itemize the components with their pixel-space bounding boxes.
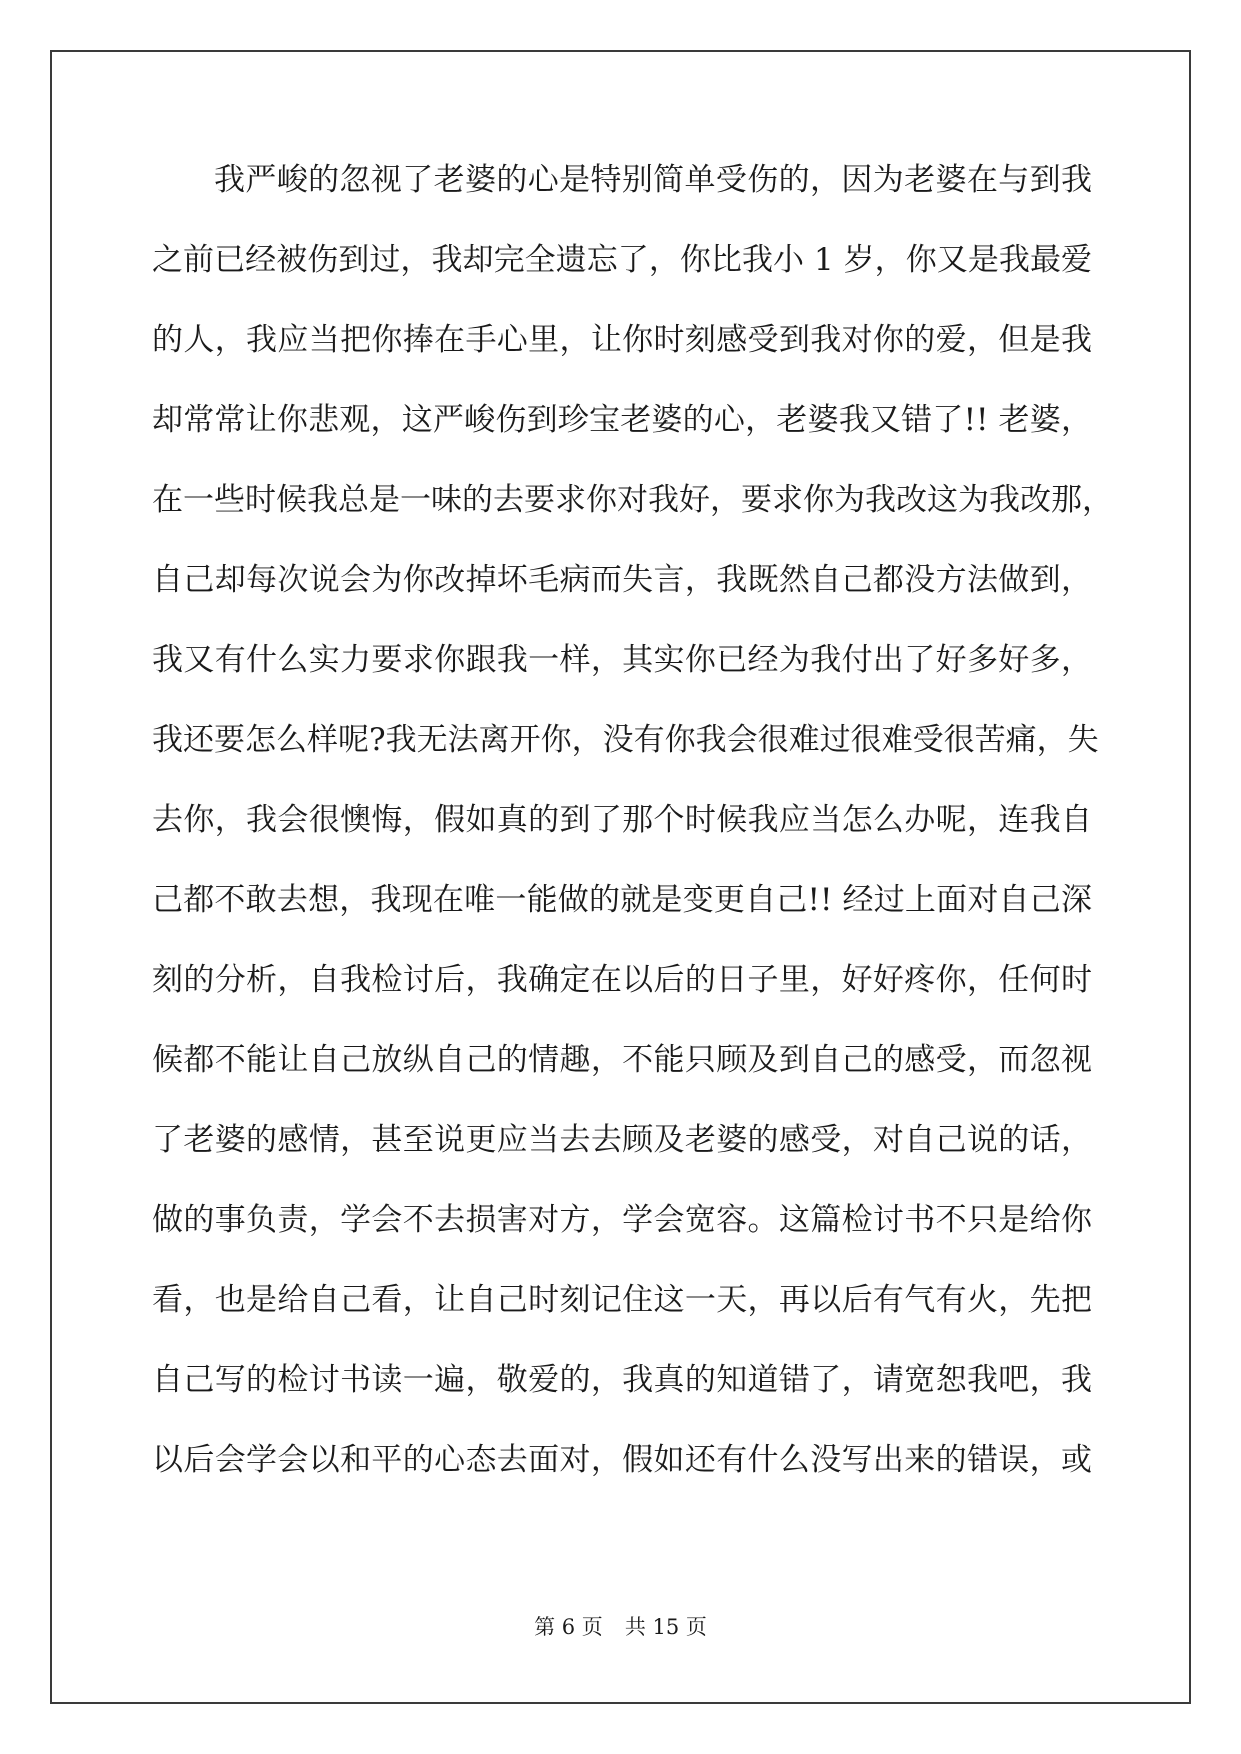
- page-number: 第 6 页: [534, 1615, 603, 1639]
- text-line: 的人，我应当把你捧在手心里，让你时刻感受到我对你的爱，但是我: [152, 322, 1092, 358]
- page-total: 共 15 页: [624, 1615, 707, 1639]
- text-line: 了老婆的感情，甚至说更应当去去顾及老婆的感受，对自己说的话，: [152, 1122, 1092, 1158]
- text-line: 在一些时候我总是一味的去要求你对我好，要求你为我改这为我改那，: [152, 482, 1113, 518]
- text-line: 做的事负责，学会不去损害对方，学会宽容。这篇检讨书不只是给你: [152, 1202, 1092, 1238]
- text-line: 我又有什么实力要求你跟我一样，其实你已经为我付出了好多好多，: [152, 642, 1092, 678]
- page-footer: [0, 1614, 1241, 1640]
- text-line: 自己写的检讨书读一遍，敬爱的，我真的知道错了，请宽恕我吧，我: [152, 1362, 1092, 1398]
- text-line: 看，也是给自己看，让自己时刻记住这一天，再以后有气有火，先把: [152, 1282, 1092, 1318]
- text-line: 我严峻的忽视了老婆的心是特别简单受伤的，因为老婆在与到我: [214, 162, 1092, 198]
- text-line: 以后会学会以和平的心态去面对，假如还有什么没写出来的错误，或: [152, 1442, 1092, 1478]
- text-line: 之前已经被伤到过，我却完全遗忘了，你比我小 1 岁，你又是我最爱: [152, 242, 1092, 278]
- text-line: 去你，我会很懊悔，假如真的到了那个时候我应当怎么办呢，连我自: [152, 802, 1092, 838]
- text-line: 己都不敢去想，我现在唯一能做的就是变更自己!! 经过上面对自己深: [152, 882, 1092, 918]
- text-line: 自己却每次说会为你改掉坏毛病而失言，我既然自己都没方法做到，: [152, 562, 1092, 598]
- text-line: 却常常让你悲观，这严峻伤到珍宝老婆的心，老婆我又错了!! 老婆，: [152, 402, 1092, 438]
- text-line: 候都不能让自己放纵自己的情趣，不能只顾及到自己的感受，而忽视: [152, 1042, 1092, 1078]
- text-line: 我还要怎么样呢?我无法离开你，没有你我会很难过很难受很苦痛，失: [152, 722, 1099, 758]
- text-line: 刻的分析，自我检讨后，我确定在以后的日子里，好好疼你，任何时: [152, 962, 1092, 998]
